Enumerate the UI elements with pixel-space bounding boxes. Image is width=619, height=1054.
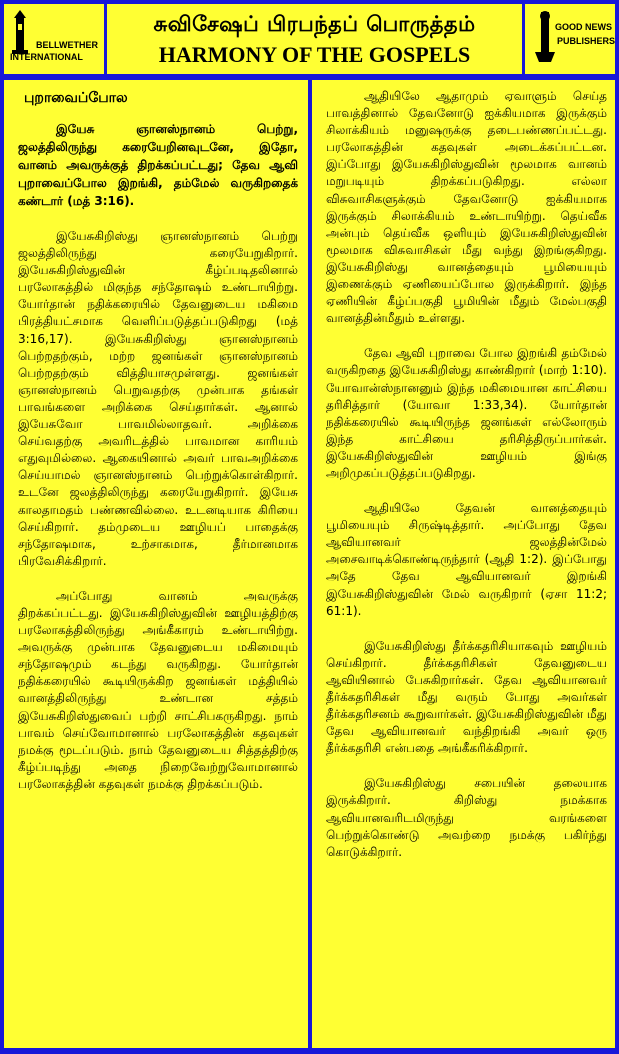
right-paragraph-2: தேவ ஆவி புறாவை போல இறங்கி தம்மேல் வருகிறதை இயேசுகிறிஸ்து காண்கிறார் (மாற் 1:10). யோவான்ஸ்நானனும் இந்த மகிமையான காட்சியை தரிசித்தார் (யோவா 1:33,34). யோர்தான் நதிக்கரையில் கூடியிருந்த ஜனங்கள் எல்லோரும் இந்த காட்சியை தரிசித்திருப்பார்கள். இயேசுகிறிஸ்துவின் ஊழியம் இங்கு அறிமுகப்படுத்தப்படுகிறது.	[326, 346, 607, 480]
header-title-box	[104, 4, 525, 74]
good-news-logo	[529, 4, 615, 74]
left-paragraph-2: அப்போது வானம் அவருக்கு திறக்கப்பட்டது. இயேசுகிறிஸ்துவின் ஊழியத்திற்கு பரலோகத்திலிருந்து அங்கீகாரம் உண்டாயிற்று. அவருக்கு முன்பாக தேவனுடைய மகிமையும் சந்தோஷமும் கடந்து வருகிறது. யோர்தான் நதிக்கரையில் கூடியிருக்கிற ஜனங்கள் மத்தியில் வானத்திலிருந்து உண்டான சத்தம் இயேசுகிறிஸ்துவைப் பற்றி சாட்சிபகருகிறது. நாம் பாவம் செய்வோமானால் பரலோகத்தின் கதவுகள் நமக்கு மூடப்படும். நாம் தேவனுடைய சித்தத்திற்கு கீழ்ப்படிந்து அதை நிறைவேற்றுவோமானால் பரலோகத்தின் கதவுகள் நமக்கு திறக்கப்படும்.	[18, 588, 298, 791]
right-column	[312, 80, 615, 1048]
right-logo-line1: GOOD NEWS	[555, 22, 613, 32]
right-paragraph-4: இயேசுகிறிஸ்து தீர்க்கதரிசியாகவும் ஊழியம் செய்கிறார். தீர்க்கதரிசிகள் தேவனுடைய ஆவியினால் பேசுகிறார்கள். தேவ ஆவியானவர் தீர்க்கதரிசிகள் மீது வரும் போது அவர்கள் தீர்க்கதரிசனம் கூறுவார்கள். இயேசுகிறிஸ்துவின் மீது தேவ ஆவியானவர் வந்திறங்கி அவர் ஒரு தீர்க்கதரிசி என்பதை அங்கீகரிக்கிறார்.	[326, 638, 607, 756]
right-paragraph-5: இயேசுகிறிஸ்து சபையின் தலையாக இருக்கிறார். கிறிஸ்து நமக்காக ஆவியானவரிடமிருந்து வரங்களை பெற்றுக்கொண்டு அவற்றை நமக்கு பகிர்ந்து கொடுக்கிறார்.	[326, 776, 607, 859]
section-heading: புறாவைப்போல	[24, 90, 128, 106]
bellwether-logo	[4, 4, 100, 74]
left-logo-line1: BELLWETHER	[36, 40, 98, 50]
right-logo-line2: PUBLISHERS	[557, 36, 615, 46]
key-verse: இயேசு ஞானஸ்நானம் பெற்று, ஜலத்திலிருந்து கரையேறினவுடனே, இதோ, வானம் அவருக்குத் திறக்கப்பட்டது; தேவ ஆவி புறாவைப்போல இறங்கி, தம்மேல் வருகிறதைக் கண்டார் (மத் 3:16).	[18, 122, 298, 208]
right-paragraph-1: ஆதியிலே ஆதாமும் ஏவாளும் செய்த பாவத்தினால் தேவனோடு ஐக்கியமாக இருக்கும் சிலாக்கியம் மனுஷருக்கு தடைபண்ணப்பட்டது. பரலோகத்தின் கதவுகள் அடைக்கப்பட்டன. இப்போது இயேசுகிறிஸ்துவின் மூலமாக வானம் மறுபடியும் திறக்கப்படுகிறது. எல்லா விசுவாசிகளுக்கும் தேவனோடு ஐக்கியமாக இருக்கும் சிலாக்கியம் உண்டாயிற்று. தெய்வீக அன்பும் தெய்வீக ஒளியும் இயேசுகிறிஸ்துவின் மூலமாக விசுவாசிகள் மீது வந்து இறங்குகிறது. இயேசுகிறிஸ்து வானத்தையும் பூமியையும் இணைக்கும் ஏணியைப்போல இருக்கிறார். இந்த ஏணியின் கீழ்ப்பகுதி பூமியின் மீதும் மேல்பகுதி வானத்தின்மீதும் உள்ளது.	[326, 89, 607, 326]
left-logo-line2: INTERNATIONAL	[10, 52, 83, 62]
right-paragraph-3: ஆதியிலே தேவன் வானத்தையும் பூமியையும் சிருஷ்டித்தார். அப்போது தேவ ஆவியானவர் ஜலத்தின்மேல் அசைவாடிக்கொண்டிருந்தார் (ஆதி 1:2). இப்போது அதே தேவ ஆவியானவர் இறங்கி இயேசுகிறிஸ்துவின் மேல் வருகிறார் (ஏசா 11:2; 61:1).	[326, 501, 607, 618]
title-english: HARMONY OF THE GOSPELS	[158, 42, 471, 67]
title-tamil: சுவிசேஷப் பிரபந்தப் பொருத்தம்	[153, 12, 476, 36]
figure-icon	[529, 4, 615, 74]
header-banner	[4, 4, 615, 74]
bell-tower-icon	[4, 4, 100, 74]
left-paragraph-1: இயேசுகிறிஸ்து ஞானஸ்நானம் பெற்று ஜலத்திலிருந்து கரையேறுகிறார். இயேசுகிறிஸ்துவின் கீழ்ப்படிதலினால் பரலோகத்தில் மிகுந்த சந்தோஷம் உண்டாயிற்று. யோர்தான் நதிக்கரையில் தேவனுடைய மகிமை பிரத்தியட்சமாக வெளிப்படுத்தப்படுகிறது (மத் 3:16,17). இயேசுகிறிஸ்து ஞானஸ்நானம் பெற்றதற்கும், மற்ற ஜனங்கள் ஞானஸ்நானம் பெற்றதற்கும் வித்தியாசமுள்ளது. ஜனங்கள் ஞானஸ்நானம் பெறுவதற்கு முன்பாக தங்கள் பாவங்களை அறிக்கை செய்தார்கள். ஆனால் இயேசுவோ பாவமில்லாதவர். அறிக்கை செய்வதற்கு அவரிடத்தில் பாவமான காரியம் எதுவுமில்லை. ஆகையினால் அவர் பாவஅறிக்கை செய்யாமல் ஞானஸ்நானம் பெற்றுக்கொள்கிறார். உடனே ஜலத்திலிருந்து கரையேறுகிறார். இயேசு காலதாமதம் பண்ணவில்லை. உடனடியாக கிரியை செய்கிறார். தம்முடைய ஊழியப் பாதைக்கு சந்தோஷமாக, உற்சாகமாக, தீர்மானமாக பிரவேசிக்கிறார்.	[18, 229, 298, 568]
left-column	[4, 80, 308, 1048]
